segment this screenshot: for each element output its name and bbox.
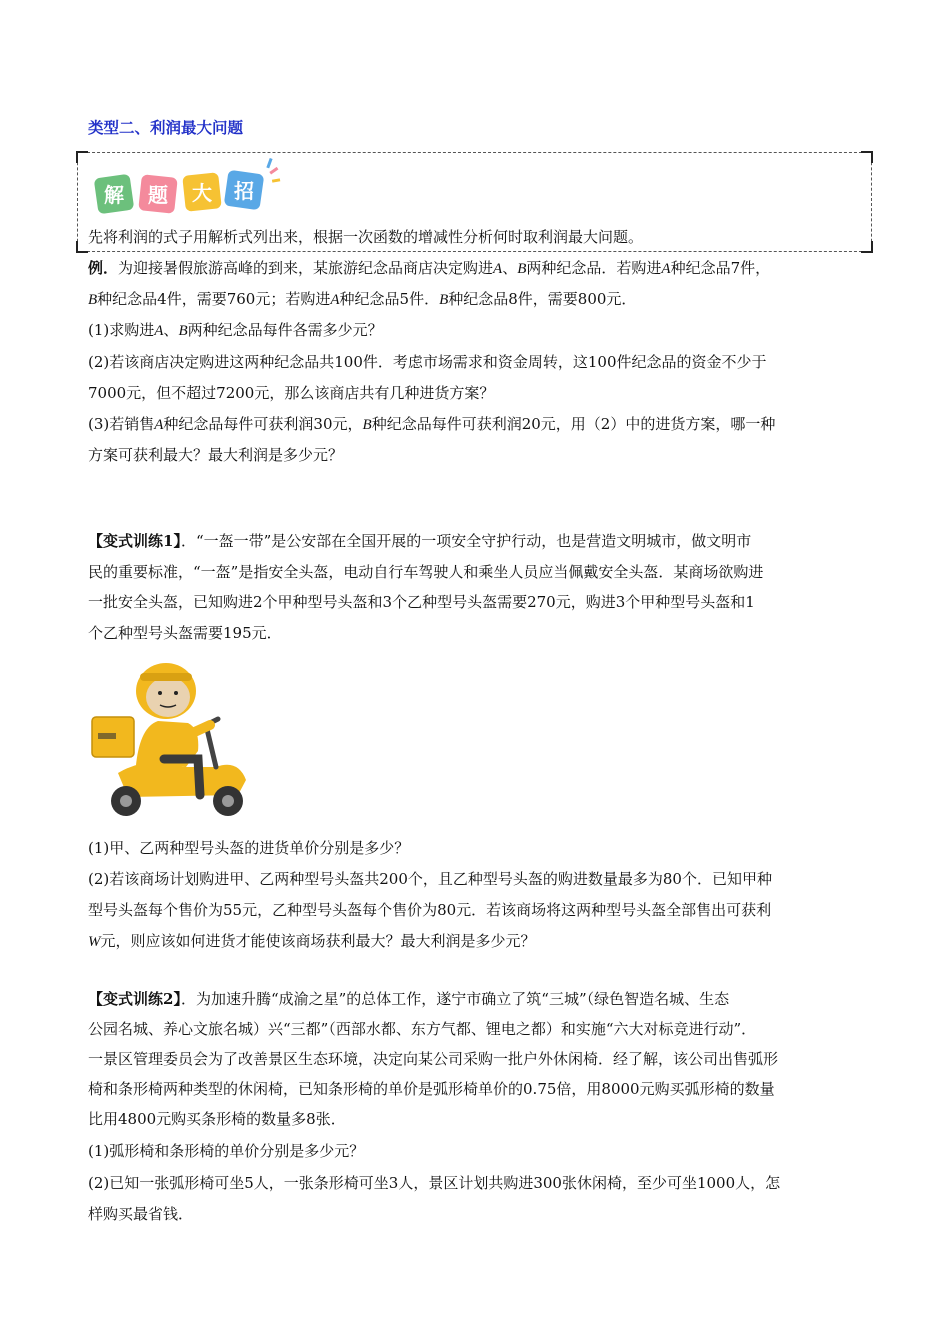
exercise-2-line-3: 一景区管理委员会为了改善景区生态环境，决定向某公司采购一批户外休闲椅．经了解，该公司出售弧形 — [88, 1050, 779, 1068]
example-question-3-line-1: (3)若销售A种纪念品每件可获利润30元，B种纪念品每件可获利润20元，用（2）中的进货方案，哪一种 — [88, 415, 776, 433]
exercise-2-question-2-line-2: 样购买最省钱． — [88, 1205, 194, 1223]
badge-char-2: 题 — [148, 183, 168, 207]
exercise-2-line-1: 【变式训练2】．为加速升腾“成渝之星”的总体工作，遂宁市确立了筑“三城”（绿色智造名城、生态 — [88, 990, 730, 1008]
exercise-1-question-2-line-3: W元，则应该如何进货才能使该商场获利最大？最大利润是多少元？ — [88, 932, 536, 950]
tip-text: 先将利润的式子用解析式列出来，根据一次函数的增减性分析何时取利润最大问题。 — [88, 228, 644, 246]
section-title: 类型二、利润最大问题 — [88, 119, 244, 137]
sparkle-icon — [266, 158, 280, 183]
exercise-1-line-2: 民的重要标准，“一盔”是指安全头盔，电动自行车驾驶人和乘坐人员应当佩戴安全头盔．某商场欲购进 — [88, 563, 764, 581]
exercise-2-question-2-line-1: (2)已知一张弧形椅可坐5人，一张条形椅可坐3人，景区计划共购进300张休闲椅，至少可坐1000人，怎 — [88, 1174, 781, 1192]
exercise-1-line-4: 个乙种型号头盔需要195元． — [88, 624, 282, 642]
exercise-2-line-5: 比用4800元购买条形椅的数量多8张． — [88, 1110, 346, 1128]
exercise-2-line-4: 椅和条形椅两种类型的休闲椅，已知条形椅的单价是弧形椅单价的0.75倍，用8000元购买弧形椅的数量 — [88, 1080, 775, 1098]
example-question-2-line-2: 7000元，但不超过7200元，那么该商店共有几种进货方案？ — [88, 384, 495, 402]
exercise-1-label: 【变式训练1】 — [88, 532, 181, 550]
example-label: 例． — [88, 259, 119, 277]
example-question-3-line-2: 方案可获利最大？最大利润是多少元？ — [88, 446, 344, 464]
badge-char-1: 解 — [104, 183, 124, 207]
example-question-2-line-1: (2)若该商店决定购进这两种纪念品共100件．考虑市场需求和资金周转，这100件纪念品的资金不少于 — [88, 353, 767, 371]
badge-char-3: 大 — [192, 181, 212, 205]
exercise-1-question-2-line-1: (2)若该商场计划购进甲、乙两种型号头盔共200个，且乙种型号头盔的购进数量最多为80个．已知甲种 — [88, 870, 772, 888]
example-question-1: (1)求购进A、B两种纪念品每件各需多少元？ — [88, 321, 383, 339]
exercise-1-line-3: 一批安全头盔，已知购进2个甲种型号头盔和3个乙种型号头盔需要270元，购进3个甲种型号头盔和1 — [88, 593, 755, 611]
exercise-1-question-1: (1)甲、乙两种型号头盔的进货单价分别是多少？ — [88, 839, 410, 857]
exercise-1-line-1: 【变式训练1】．“一盔一带”是公安部在全国开展的一项安全守护行动，也是营造文明城市，做文明市 — [88, 532, 752, 550]
example-line-2: B种纪念品4件，需要760元；若购进A种纪念品5件．B种纪念品8件，需要800元． — [88, 290, 637, 308]
badge-char-4: 招 — [234, 179, 254, 203]
exercise-2-line-2: 公园名城、养心文旅名城）兴“三都”（西部水都、东方气都、锂电之都）和实施“六大对标竞进行动”． — [88, 1020, 757, 1038]
helmet-rider-scooter-illustration — [88, 655, 253, 825]
solution-tips-badge — [92, 158, 282, 220]
exercise-2-question-1: (1)弧形椅和条形椅的单价分别是多少元？ — [88, 1142, 365, 1160]
example-line-1: 例．为迎接暑假旅游高峰的到来，某旅游纪念品商店决定购进A、B两种纪念品．若购进A种纪念品7件， — [88, 259, 771, 277]
exercise-2-label: 【变式训练2】 — [88, 990, 181, 1008]
exercise-1-question-2-line-2: 型号头盔每个售价为55元，乙种型号头盔每个售价为80元．若该商场将这两种型号头盔全部售出可获利 — [88, 901, 772, 919]
